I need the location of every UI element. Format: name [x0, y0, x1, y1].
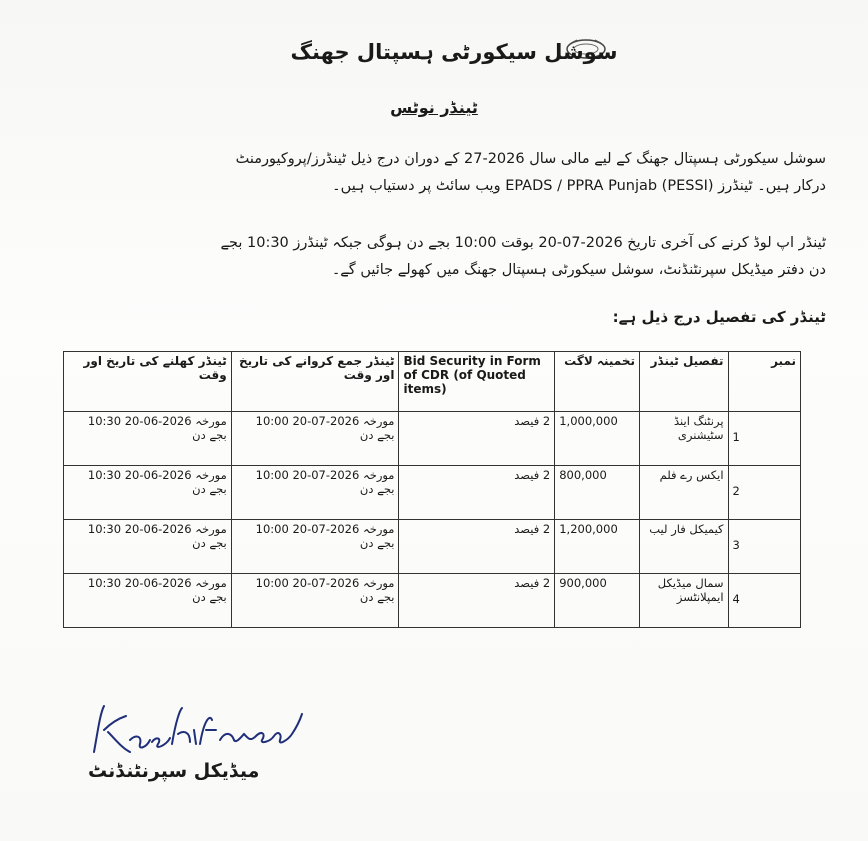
row-cost: 800,000: [555, 466, 640, 520]
deadline-line-1: ٹینڈر اپ لوڈ کرنے کی آخری تاریخ 2026-07-20 بوقت 10:00 بجے دن ہوگی جبکہ ٹینڈرز 10:30 بجے: [220, 235, 826, 251]
row-opening: مورخہ 2026-06-20 10:30 بجے دن: [64, 412, 232, 466]
row-cost: 1,000,000: [555, 412, 640, 466]
row-item: ایکس رے فلم: [639, 466, 728, 520]
row-cost: 1,200,000: [555, 520, 640, 574]
row-no: 4: [728, 574, 800, 628]
handwritten-signature: [86, 700, 306, 760]
header-submission: ٹینڈر جمع کروانے کی تاریخ اور وقت: [231, 352, 399, 412]
signatory-title: میڈیکل سپرنٹنڈنٹ: [88, 760, 260, 782]
row-item: سمال میڈیکل ایمپلانٹسز: [639, 574, 728, 628]
row-bid: 2 فیصد: [399, 412, 555, 466]
row-opening: مورخہ 2026-06-20 10:30 بجے دن: [64, 466, 232, 520]
intro-line-1: سوشل سیکورٹی ہسپتال جھنگ کے لیے مالی سال 2026-27 کے دوران درج ذیل ٹینڈرز/پروکیورمنٹ: [235, 151, 826, 167]
table-row: [64, 574, 801, 628]
row-opening: مورخہ 2026-06-20 10:30 بجے دن: [64, 520, 232, 574]
row-bid: 2 فیصد: [399, 520, 555, 574]
row-submission: مورخہ 2026-07-20 10:00 بجے دن: [231, 574, 399, 628]
intro-paragraph: [236, 146, 826, 200]
notice-title: ٹینڈر نوٹس: [390, 98, 478, 117]
deadline-line-2: دن دفتر میڈیکل سپرنٹنڈنٹ، سوشل سیکورٹی ہسپتال جھنگ میں کھولے جائیں گے۔: [331, 262, 826, 278]
table-row: [64, 412, 801, 466]
row-bid: 2 فیصد: [399, 466, 555, 520]
row-no: 3: [728, 520, 800, 574]
row-submission: مورخہ 2026-07-20 10:00 بجے دن: [231, 466, 399, 520]
row-bid: 2 فیصد: [399, 574, 555, 628]
header-item: تفصیل ٹینڈر: [639, 352, 728, 412]
table-heading: ٹینڈر کی تفصیل درج ذیل ہے:: [612, 308, 826, 326]
table-row: [64, 520, 801, 574]
header-cost: تخمینہ لاگت: [555, 352, 640, 412]
row-item: پرنٹنگ اینڈ سٹیشنری: [639, 412, 728, 466]
header-bid-security: Bid Security in Form of CDR (of Quoted items): [399, 352, 555, 412]
deadline-paragraph: [220, 230, 826, 284]
table-row: [64, 466, 801, 520]
row-cost: 900,000: [555, 574, 640, 628]
row-no: 2: [728, 466, 800, 520]
table-header-row: [64, 352, 801, 412]
row-opening: مورخہ 2026-06-20 10:30 بجے دن: [64, 574, 232, 628]
intro-line-2: درکار ہیں۔ ٹینڈرز EPADS / PPRA Punjab (PESSI) ویب سائٹ پر دستیاب ہیں۔: [332, 178, 826, 194]
row-item: کیمیکل فار لیب: [639, 520, 728, 574]
row-submission: مورخہ 2026-07-20 10:00 بجے دن: [231, 520, 399, 574]
row-submission: مورخہ 2026-07-20 10:00 بجے دن: [231, 412, 399, 466]
header-opening: ٹینڈر کھلنے کی تاریخ اور وقت: [64, 352, 232, 412]
row-no: 1: [728, 412, 800, 466]
header-no: نمبر: [728, 352, 800, 412]
tender-table: [63, 351, 801, 628]
hospital-title: سوشل سیکورٹی ہسپتال جھنگ: [290, 40, 618, 64]
